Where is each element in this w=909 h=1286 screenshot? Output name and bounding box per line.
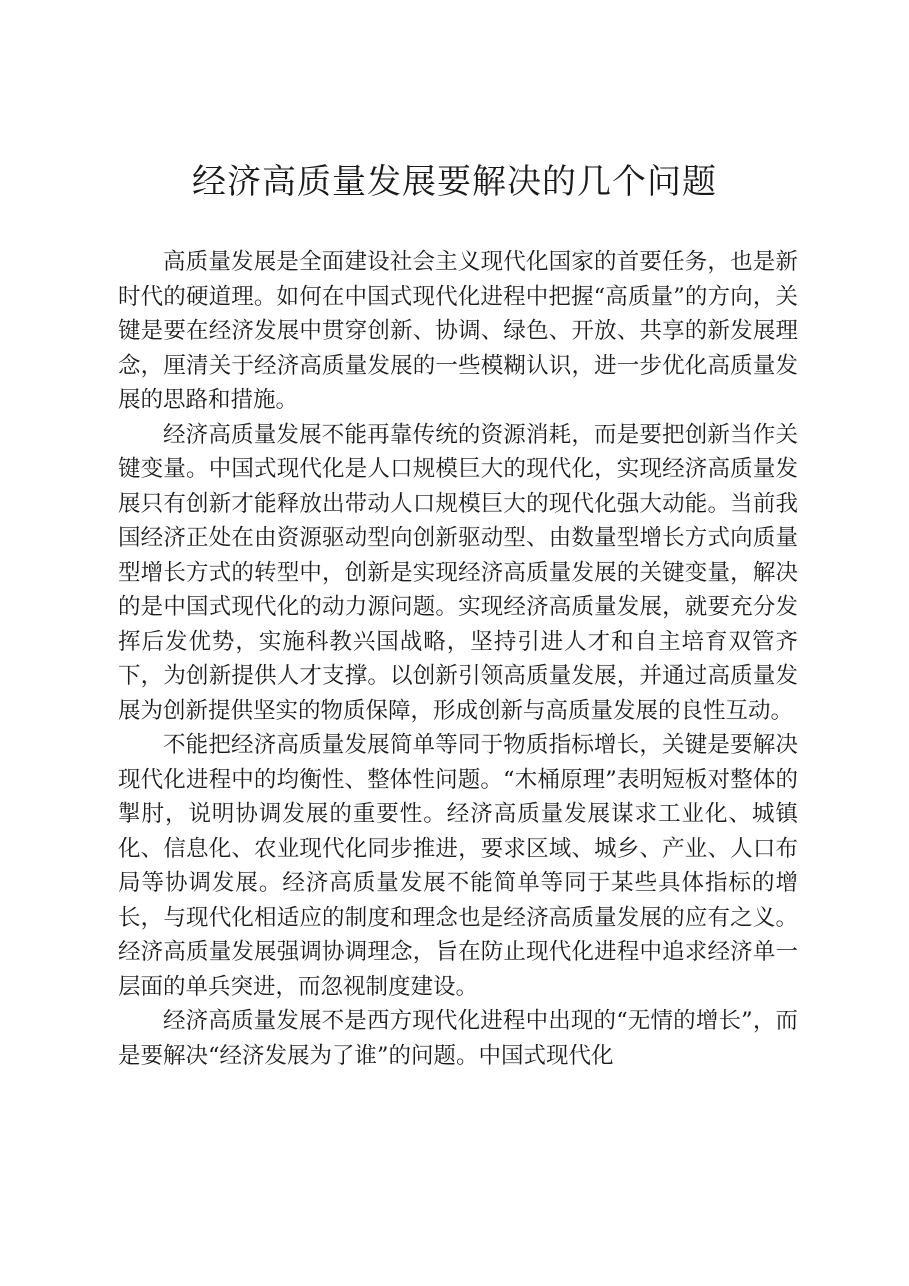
document-title: 经济高质量发展要解决的几个问题: [192, 162, 717, 202]
paragraph-1: 高质量发展是全面建设社会主义现代化国家的首要任务，也是新时代的硬道理。如何在中国式现代化进程中把握“高质量”的方向，关键是要在经济发展中贯穿创新、协调、绿色、开放、共享的新发展理念，厘清关于经济高质量发展的一些模糊认识，进一步优化高质量发展的思路和措施。: [118, 249, 798, 413]
paragraph-3: 不能把经济高质量发展简单等同于物质指标增长，关键是要解决现代化进程中的均衡性、整体性问题。“木桶原理”表明短板对整体的掣肘，说明协调发展的重要性。经济高质量发展谋求工业化、城镇化、信息化、农业现代化同步推进，要求区域、城乡、产业、人口布局等协调发展。经济高质量发展不能简单等同于某些具体指标的增长，与现代化相适应的制度和理念也是经济高质量发展的应有之义。经济高质量发展强调协调理念，旨在防止现代化进程中追求经济单一层面的单兵突进，而忽视制度建设。: [118, 732, 798, 1000]
paragraph-2: 经济高质量发展不能再靠传统的资源消耗，而是要把创新当作关键变量。中国式现代化是人口规模巨大的现代化，实现经济高质量发展只有创新才能释放出带动人口规模巨大的现代化强大动能。当前我国经济正处在由资源驱动型向创新驱动型、由数量型增长方式向质量型增长方式的转型中，创新是实现经济高质量发展的关键变量，解决的是中国式现代化的动力源问题。实现经济高质量发展，就要充分发挥后发优势，实施科教兴国战略，坚持引进人才和自主培育双管齐下，为创新提供人才支撑。以创新引领高质量发展，并通过高质量发展为创新提供坚实的物质保障，形成创新与高质量发展的良性互动。: [118, 421, 798, 724]
paragraph-4: 经济高质量发展不是西方现代化进程中出现的“无情的增长”，而是要解决“经济发展为了谁”的问题。中国式现代化: [118, 1008, 798, 1069]
document-body: [118, 245, 798, 1073]
